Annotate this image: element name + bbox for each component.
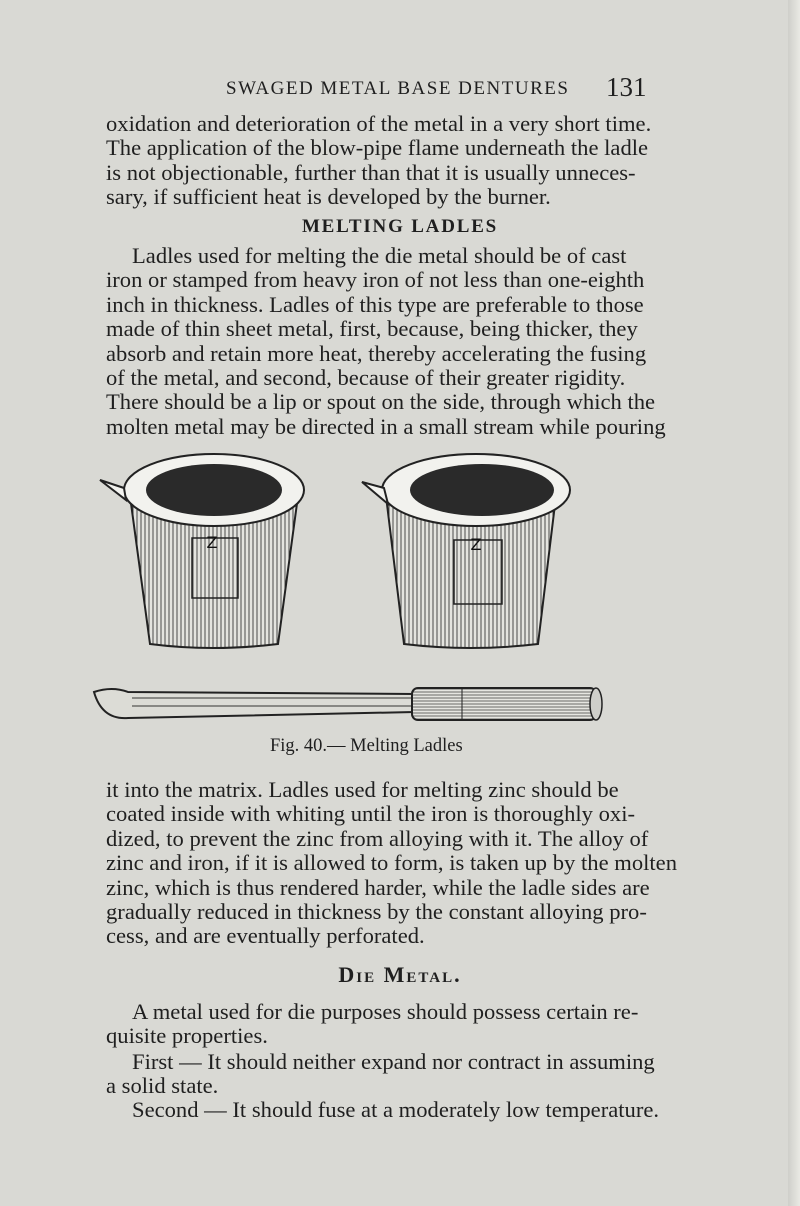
text-line: Second — It should fuse at a moderately low temperature. <box>132 1097 660 1122</box>
text-line: Ladles used for melting the die metal should be of cast <box>132 243 627 268</box>
ladle-left <box>100 454 304 648</box>
text-line: zinc, which is thus rendered harder, while the ladle sides are <box>106 874 650 900</box>
text-line: molten metal may be directed in a small stream while pouring <box>106 413 666 439</box>
paragraph-die-metal <box>106 1000 652 1049</box>
figure-melting-ladles <box>92 448 608 734</box>
paragraph-oxidation <box>106 112 652 210</box>
paragraph-first-property <box>106 1049 655 1099</box>
ladle-right-mark: Z <box>470 535 482 554</box>
text-line: First — It should neither expand nor contract in assuming <box>132 1049 655 1074</box>
text-line: sary, if sufficient heat is developed by the burner. <box>106 184 551 210</box>
ladle-left-mark: Z <box>206 533 218 552</box>
text-line: made of thin sheet metal, first, because, being thicker, they <box>106 316 638 342</box>
ladle-with-handle <box>94 688 602 720</box>
text-line: A metal used for die purposes should possess certain re- <box>132 999 639 1024</box>
text-line: quisite properties. <box>106 1023 268 1049</box>
ladle-right <box>362 454 570 648</box>
text-line: gradually reduced in thickness by the constant alloying pro- <box>106 899 647 925</box>
text-line: inch in thickness. Ladles of this type are preferable to those <box>106 291 644 317</box>
figure-caption: Fig. 40.— Melting Ladles <box>270 736 463 756</box>
text-line: cess, and are eventually perforated. <box>106 923 425 949</box>
page-edge <box>788 0 800 1206</box>
text-line: of the metal, and second, because of their greater rigidity. <box>106 365 626 391</box>
text-line: a solid state. <box>106 1073 219 1099</box>
paragraph-ladles <box>106 243 666 439</box>
text-line: coated inside with whiting until the iron is thoroughly oxi- <box>106 801 636 827</box>
page-number: 131 <box>606 72 647 102</box>
running-head: SWAGED METAL BASE DENTURES <box>226 78 570 99</box>
section-heading-melting-ladles: MELTING LADLES <box>301 216 499 237</box>
text-line: oxidation and deterioration of the metal in a very short time. <box>106 111 652 136</box>
text-line: iron or stamped from heavy iron of not less than one-eighth <box>106 267 645 293</box>
text-line: dized, to prevent the zinc from alloying with it. The alloy of <box>106 825 649 851</box>
text-line: The application of the blow-pipe flame underneath the ladle <box>106 135 649 161</box>
text-line: absorb and retain more heat, thereby accelerating the fusing <box>106 340 647 366</box>
text-line: zinc and iron, if it is allowed to form, is taken up by the molten <box>106 850 677 876</box>
text-line: is not objectionable, further than that it is usually unneces- <box>106 159 636 185</box>
paragraph-second-property <box>106 1097 660 1122</box>
section-heading-die-metal: Die Metal. <box>338 962 462 987</box>
text-line: There should be a lip or spout on the side, through which the <box>106 389 656 415</box>
paragraph-zinc <box>106 777 677 949</box>
text-line: it into the matrix. Ladles used for melting zinc should be <box>106 777 619 802</box>
